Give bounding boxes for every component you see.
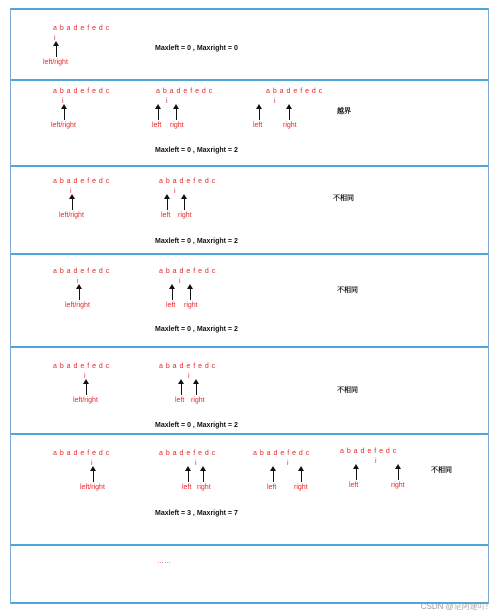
status-text: Maxleft = 0 , Maxright = 2	[155, 147, 238, 154]
index-marker: i	[174, 188, 176, 195]
watermark: CSDN @是阿建吖!	[420, 602, 488, 611]
note-text: 越界	[337, 108, 351, 115]
index-marker: i	[179, 278, 181, 285]
left-label: left	[182, 484, 192, 491]
left-label: left	[166, 302, 176, 309]
sequence-text: a b a d e f e d c	[53, 268, 110, 275]
sequence-text: a b a d e f e d c	[159, 268, 216, 275]
pointer-label: left/right	[73, 397, 98, 404]
index-marker: i	[195, 460, 197, 467]
note-text: 不相同	[333, 195, 354, 202]
status-text: Maxleft = 0 , Maxright = 2	[155, 326, 238, 333]
note-text: 不相同	[337, 387, 358, 394]
left-label: left	[161, 212, 171, 219]
index-marker: i	[70, 188, 72, 195]
pointer-label: left/right	[65, 302, 90, 309]
sequence-text: a b a d e f e d c	[159, 178, 216, 185]
left-label: left	[253, 122, 263, 129]
right-label: right	[170, 122, 184, 129]
sequence-text: a b a d e f e d c	[53, 363, 110, 370]
right-label: right	[283, 122, 297, 129]
sequence-text: a b a d e f e d c	[156, 88, 213, 95]
index-marker: i	[274, 98, 276, 105]
sequence-text: a b a d e f e d c	[53, 88, 110, 95]
pointer-label: left/right	[51, 122, 76, 129]
left-label: left	[349, 482, 359, 489]
right-label: right	[294, 484, 308, 491]
sequence-text: a b a d e f e d c	[159, 450, 216, 457]
index-marker: i	[84, 373, 86, 380]
index-marker: i	[166, 98, 168, 105]
sequence-text: a b a d e f e d c	[53, 25, 110, 32]
index-marker: i	[375, 458, 377, 465]
pointer-label: left/right	[59, 212, 84, 219]
sequence-text: a b a d e f e d c	[340, 448, 397, 455]
status-text: Maxleft = 3 , Maxright = 7	[155, 510, 238, 517]
status-text: Maxleft = 0 , Maxright = 0	[155, 45, 238, 52]
index-marker: i	[62, 98, 64, 105]
right-label: right	[184, 302, 198, 309]
right-label: right	[178, 212, 192, 219]
pointer-label: left/right	[80, 484, 105, 491]
sequence-text: a b a d e f e d c	[53, 178, 110, 185]
left-label: left	[267, 484, 277, 491]
status-text: Maxleft = 0 , Maxright = 2	[155, 238, 238, 245]
sequence-text: a b a d e f e d c	[266, 88, 323, 95]
status-text: Maxleft = 0 , Maxright = 2	[155, 422, 238, 429]
left-label: left	[152, 122, 162, 129]
pointer-label: left/right	[43, 59, 68, 66]
sequence-text: a b a d e f e d c	[53, 450, 110, 457]
right-label: right	[197, 484, 211, 491]
ellipsis-text: ……	[157, 558, 171, 565]
right-label: right	[391, 482, 405, 489]
right-label: right	[191, 397, 205, 404]
note-text: 不相同	[431, 467, 452, 474]
sequence-text: a b a d e f e d c	[253, 450, 310, 457]
left-label: left	[175, 397, 185, 404]
note-text: 不相同	[337, 287, 358, 294]
index-marker: i	[77, 278, 79, 285]
index-marker: i	[188, 373, 190, 380]
index-marker: i	[91, 460, 93, 467]
index-marker: i	[54, 35, 56, 42]
sequence-text: a b a d e f e d c	[159, 363, 216, 370]
index-marker: i	[287, 460, 289, 467]
